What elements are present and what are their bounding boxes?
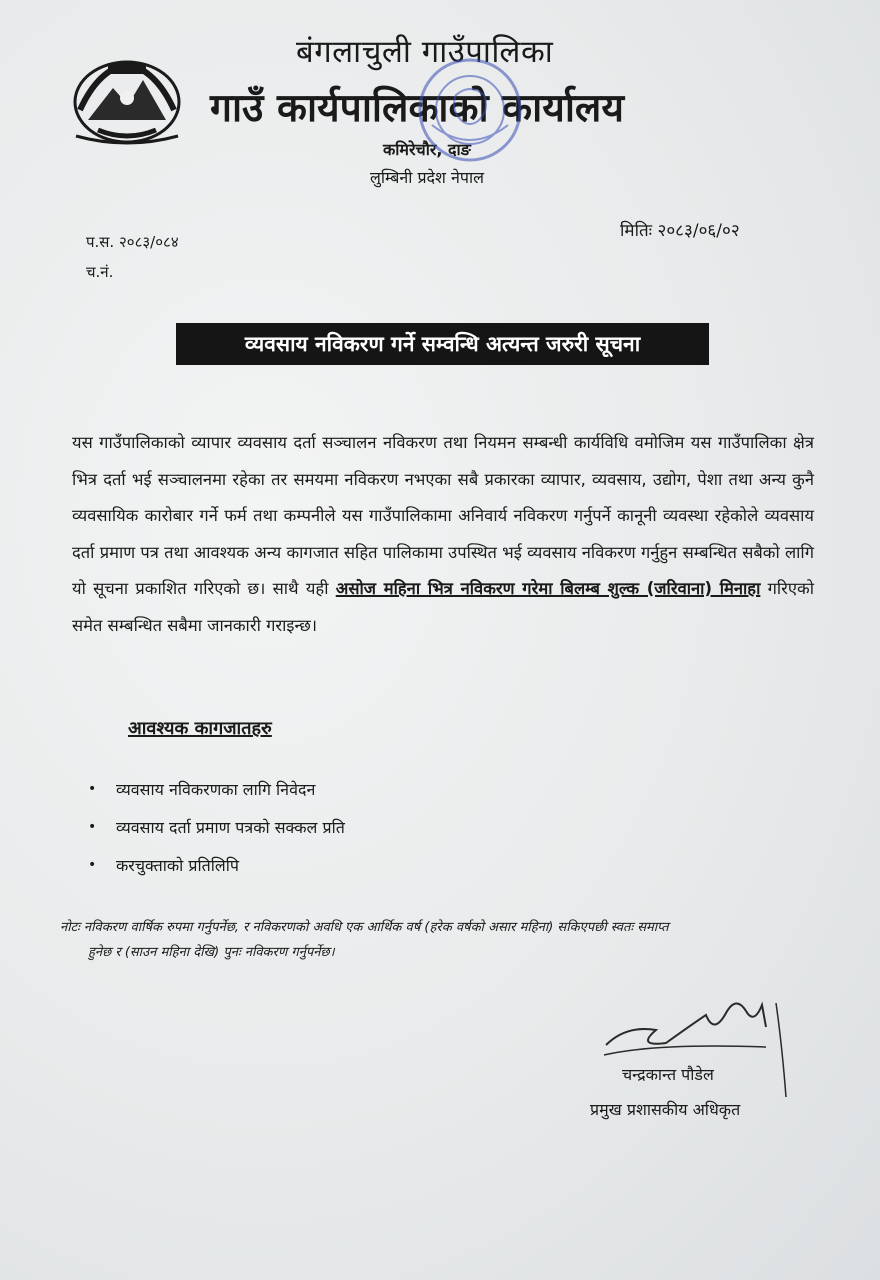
notice-note bbox=[60, 915, 812, 965]
note-line-2: हुनेछ र (साउन महिना देखि) पुनः नविकरण गर्नुपर्नेछ। bbox=[88, 945, 335, 960]
office-stamp-icon bbox=[412, 55, 528, 165]
bullet-icon: • bbox=[88, 857, 97, 873]
signatory-title: प्रमुख प्रशासकीय अधिकृत bbox=[590, 1100, 741, 1119]
required-documents-title: आवश्यक कागजातहरु bbox=[128, 718, 272, 739]
notice-date: मितिः २०८३/०६/०२ bbox=[620, 221, 740, 241]
body-text-underlined: असोज महिना भित्र नविकरण गरेमा बिलम्ब शुल्क (जरिवाना) मिनाहा bbox=[335, 579, 761, 598]
bullet-icon: • bbox=[88, 819, 97, 835]
document-item-label: करचुक्ताको प्रतिलिपि bbox=[116, 856, 239, 875]
body-text-before: यस गाउँपालिकाको व्यापार व्यवसाय दर्ता सञ्चालन नविकरण तथा नियमन सम्बन्धी कार्यविधि वमोजिम यस गाउँपालिका क्षेत्र भित्र दर्ता भई सञ्चालनमा रहेका तर समयमा नविकरण नभएका सबै प्रकारका व्यापार, व्यवसाय, उद्योग, पेशा तथा अन्य कुनै व्यवसायिक कारोबार गर्ने फर्म तथा कम्पनीले यस गाउँपालिकामा अनिवार्य नविकरण गर्नुपर्ने कानूनी व्यवस्था रहेकोले व्यवसाय दर्ता प्रमाण पत्र तथा आवश्यक अन्य कागजात सहित पालिकामा उपस्थित भई व्यवसाय नविकरण गर्नुहुन सम्बन्धित सबैको लागि यो सूचना प्रकाशित गरिएको छ। साथै यही bbox=[72, 433, 814, 598]
office-name: गाउँ कार्यपालिकाको कार्यालय bbox=[210, 86, 624, 131]
notice-body bbox=[72, 425, 814, 644]
document-item-label: व्यवसाय नविकरणका लागि निवेदन bbox=[116, 780, 316, 799]
province-name: लुम्बिनी प्रदेश नेपाल bbox=[370, 168, 484, 187]
nepal-emblem-icon bbox=[68, 50, 186, 150]
list-item bbox=[88, 808, 345, 846]
office-address: कमिरेचौर, दाङ bbox=[383, 140, 471, 159]
bullet-icon: • bbox=[88, 781, 97, 797]
required-documents-list bbox=[88, 770, 345, 884]
document-item-label: व्यवसाय दर्ता प्रमाण पत्रको सक्कल प्रति bbox=[116, 818, 345, 837]
list-item bbox=[88, 846, 345, 884]
municipality-name: बंगलाचुली गाउँपालिका bbox=[296, 34, 554, 70]
note-line-1: नोटः नविकरण वार्षिक रुपमा गर्नुपर्नेछ, र नविकरणको अवधि एक आर्थिक वर्ष (हरेक वर्षको असार महिना) सकिएपछी स्वतः समाप्त bbox=[60, 920, 669, 935]
body-text-after: गरिएको समेत सम्बन्धित सबैमा जानकारी गराइन्छ। bbox=[72, 579, 814, 635]
dispatch-number: च.नं. bbox=[86, 263, 114, 281]
signatory-name: चन्द्रकान्त पौडेल bbox=[622, 1065, 714, 1084]
reference-number: प.स. २०८३/०८४ bbox=[86, 233, 179, 251]
notice-title-banner: व्यवसाय नविकरण गर्ने सम्वन्धि अत्यन्त जरुरी सूचना bbox=[176, 323, 709, 365]
list-item bbox=[88, 770, 345, 808]
